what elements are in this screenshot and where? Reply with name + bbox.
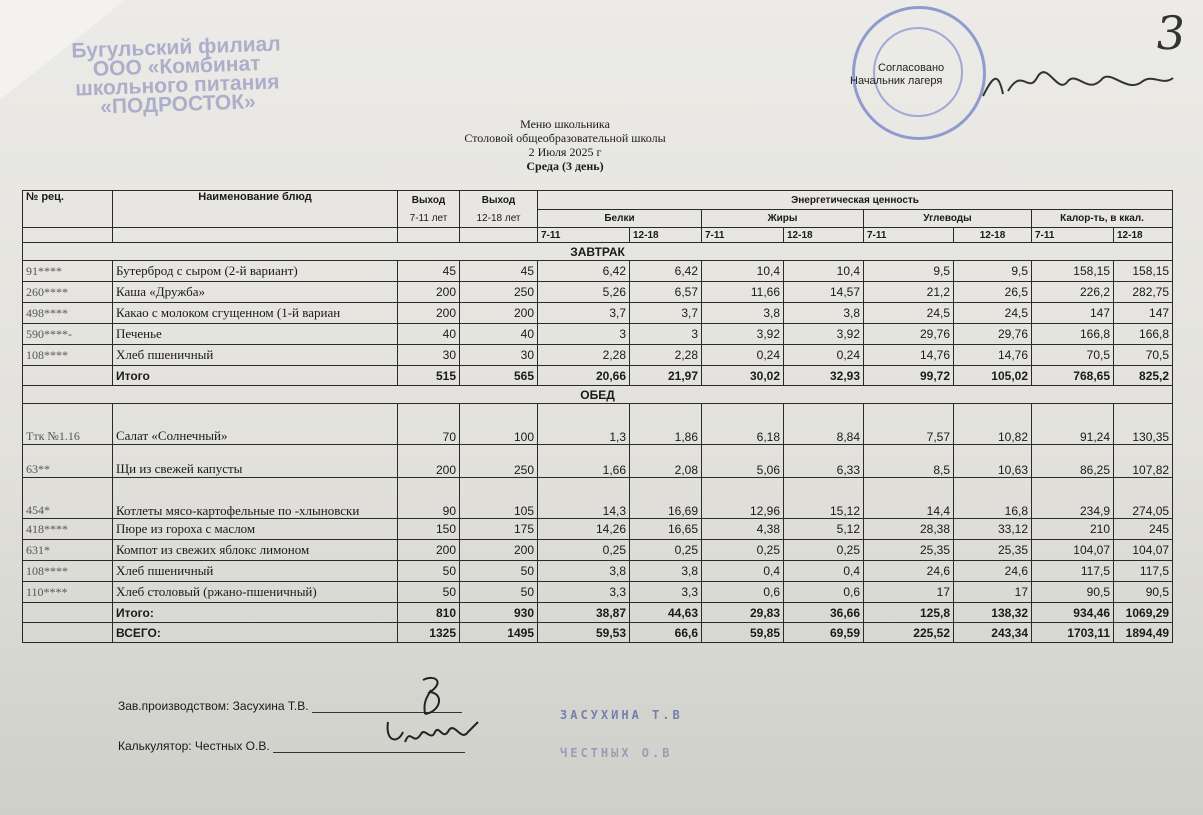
- approval-position: Начальник лагеря: [850, 75, 943, 87]
- table-row: 260**** Каша «Дружба» 200 250 5,26 6,57 11,66 14,57 21,2 26,5 226,2 282,75: [23, 282, 1173, 303]
- table-row: 418**** Пюре из гороха с маслом 150 175 14,26 16,65 4,38 5,12 28,38 33,12 210 245: [23, 519, 1173, 540]
- age-cal-b: 12-18: [1114, 228, 1173, 243]
- name-stamp-1: ЗАСУХИНА Т.В: [560, 708, 683, 722]
- approval-block: [850, 62, 944, 88]
- table-row: 108**** Хлеб пшеничный 30 30 2,28 2,28 0,24 0,24 14,76 14,76 70,5 70,5: [23, 345, 1173, 366]
- age-proteins-b: 12-18: [630, 228, 702, 243]
- col-energy-header: Энергетическая ценность: [538, 191, 1173, 210]
- col-output-b-label: Выход: [460, 191, 538, 210]
- col-carbs-header: Углеводы: [864, 210, 1032, 228]
- col-proteins-header: Белки: [538, 210, 702, 228]
- name-stamp-2: ЧЕСТНЫХ О.В: [560, 746, 673, 760]
- approval-label: Согласовано: [878, 62, 945, 74]
- table-row: 91**** Бутерброд с сыром (2-й вариант) 45 45 6,42 6,42 10,4 10,4 9,5 9,5 158,15 158,15: [23, 261, 1173, 282]
- col-name-header: Наименование блюд: [113, 191, 398, 228]
- handwritten-signature-2: [383, 712, 483, 752]
- approval-signature: [978, 56, 1178, 106]
- table-row: Ттк №1.16 Салат «Солнечный» 70 100 1,3 1,86 6,18 8,84 7,57 10,82 91,24 130,35: [23, 404, 1173, 445]
- col-calories-header: Калор-ть, в ккал.: [1032, 210, 1173, 228]
- table-row: 454* Котлеты мясо-картофельные по -хлыновски 90 105 14,3 16,69 12,96 15,12 14,4 16,8 234,9 274,05: [23, 478, 1173, 519]
- menu-day: Среда (3 день): [526, 159, 604, 173]
- production-manager-label: Зав.производством: Засухина Т.В.: [118, 699, 309, 713]
- table-row: 108**** Хлеб пшеничный 50 50 3,8 3,8 0,4 0,4 24,6 24,6 117,5 117,5: [23, 561, 1173, 582]
- breakfast-total-row: Итого 515 565 20,66 21,97 30,02 32,93 99,72 105,02 768,65 825,2: [23, 366, 1173, 386]
- grand-total-row: ВСЕГО: 1325 1495 59,53 66,6 59,85 69,59 225,52 243,34 1703,11 1894,49: [23, 623, 1173, 643]
- col-recipe-header: № рец.: [23, 191, 113, 228]
- menu-subtitle: Столовой общеобразовательной школы: [464, 131, 666, 145]
- document-header: [330, 117, 800, 173]
- age-cal-a: 7-11: [1032, 228, 1114, 243]
- table-row: 110**** Хлеб столовый (ржано-пшеничный) 50 50 3,3 3,3 0,6 0,6 17 17 90,5 90,5: [23, 582, 1173, 603]
- menu-title: Меню школьника: [520, 117, 610, 131]
- menu-date: 2 Июля 2025 г: [528, 145, 602, 159]
- age-fats-b: 12-18: [784, 228, 864, 243]
- age-fats-a: 7-11: [702, 228, 784, 243]
- table-row: 631* Компот из свежих яблокс лимоном 200 200 0,25 0,25 0,25 0,25 25,35 25,35 104,07 104,07: [23, 540, 1173, 561]
- organization-stamp: Бугульский филиал ООО «Комбинат школьного питания «ПОДРОСТОК»: [71, 32, 281, 119]
- calculator-label: Калькулятор: Честных О.В.: [118, 739, 270, 753]
- table-row: 63** Щи из свежей капусты 200 250 1,66 2,08 5,06 6,33 8,5 10,63 86,25 107,82: [23, 445, 1173, 478]
- table-row: 590****- Печенье 40 40 3 3 3,92 3,92 29,76 29,76 166,8 166,8: [23, 324, 1173, 345]
- lunch-total-row: Итого: 810 930 38,87 44,63 29,83 36,66 125,8 138,32 934,46 1069,29: [23, 603, 1173, 623]
- section-breakfast: ЗАВТРАК: [23, 243, 1173, 261]
- col-output-b-age: 12-18 лет: [460, 210, 538, 228]
- col-fats-header: Жиры: [702, 210, 864, 228]
- age-carbs-b: 12-18: [954, 228, 1032, 243]
- menu-table: [22, 190, 1173, 643]
- table-row: 498**** Какао с молоком сгущенном (1-й вариан 200 200 3,7 3,7 3,8 3,8 24,5 24,5 147 147: [23, 303, 1173, 324]
- section-lunch: ОБЕД: [23, 386, 1173, 404]
- col-output-a-label: Выход: [398, 191, 460, 210]
- age-proteins-a: 7-11: [538, 228, 630, 243]
- age-carbs-a: 7-11: [864, 228, 954, 243]
- col-output-a-age: 7-11 лет: [398, 210, 460, 228]
- page-number: 3: [1152, 6, 1190, 60]
